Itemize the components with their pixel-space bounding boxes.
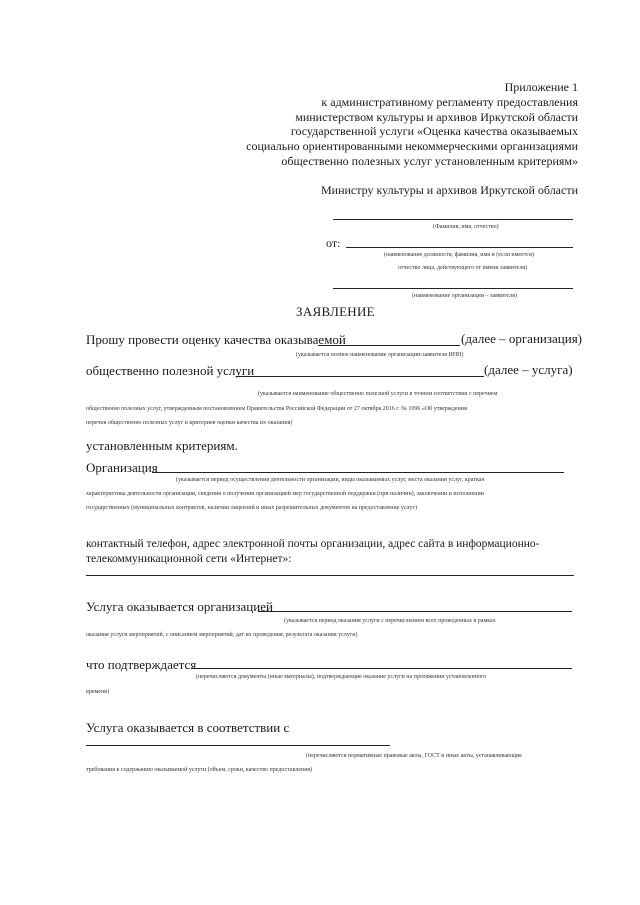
contacts-line	[86, 575, 574, 576]
service-name-hint: (указывается наименование общественно полезной услуги в точном соответствии с перечнем	[258, 391, 498, 397]
header-line: общественно полезных услуг установленным критериям»	[281, 153, 578, 168]
confirmed-line	[192, 668, 572, 669]
contacts-text: контактный телефон, адрес электронной почты организации, адрес сайта в информационно-	[86, 538, 540, 550]
compliance-hint: (перечисляются нормативные правовые акты, ГОСТ и иные акты, устанавливающие	[306, 753, 522, 759]
service-by-org-hint: (указывается период оказания услуги с перечислением всех проведенных в рамках	[284, 618, 496, 624]
header-line: Приложение 1	[504, 80, 578, 94]
from-line	[346, 247, 573, 248]
addressee-name-line	[333, 219, 573, 220]
confirmed-hint: (перечисляются документы (иные материалы), подтверждающие оказание услуги на протяжении установленного	[196, 674, 487, 680]
request-line2-start: общественно полезной услуги	[86, 363, 255, 378]
request-line1-start: Прошу провести оценку качества оказываемой	[86, 332, 346, 347]
confirmed-hint: времени)	[86, 689, 110, 695]
from-label: от:	[326, 236, 341, 250]
service-by-org-hint: оказания услуги мероприятий, с описанием мероприятий, дат их проведения, результата оказания услуги)	[86, 632, 358, 638]
header-line: государственной услуги «Оценка качества оказываемых	[290, 124, 578, 139]
organization-hint: характеристика деятельности организации, сведения о получении организацией мер государственной поддержки (при наличии), заключении и исполнении	[86, 491, 484, 497]
org-full-name-line	[318, 345, 460, 346]
org-full-name-hint: (указывается полное наименование организации-заявителя ИНН)	[296, 352, 464, 358]
confirmed-label: что подтверждается	[86, 657, 197, 672]
from-hint: отчество лица, действующего от имени заявителя)	[398, 265, 527, 271]
organization-label: Организация	[86, 460, 158, 475]
contacts-text: телекоммуникационной сети «Интернет»:	[86, 553, 292, 565]
addressee-title: Министру культуры и архивов Иркутской области	[321, 183, 578, 197]
document-title: ЗАЯВЛЕНИЕ	[296, 304, 375, 319]
org-name-line	[333, 288, 573, 289]
compliance-label: Услуга оказывается в соответствии с	[86, 720, 290, 735]
service-name-line	[236, 376, 484, 377]
request-line2-end: (далее – услуга)	[484, 362, 573, 377]
request-line1-end: (далее – организация)	[461, 331, 582, 346]
criteria-text: установленным критериям.	[86, 438, 238, 453]
service-name-hint: перечня общественно полезных услуг и критериев оценки качества их оказания)	[86, 420, 293, 426]
compliance-line	[86, 745, 390, 746]
addressee-name-hint: (Фамилия, имя, отчество)	[433, 224, 499, 230]
organization-hint: (указывается период осуществления деятельности организации, виды оказываемых услуг, места оказания услуг, краткая	[176, 477, 485, 483]
organization-line	[152, 472, 564, 473]
organization-hint: государственных (муниципальных контрактов, наличии лицензий и иных разрешительных документов на предоставление услуг)	[86, 505, 417, 511]
header-line: к административному регламенту предоставления	[321, 94, 578, 109]
header-line: министерством культуры и архивов Иркутской области	[295, 109, 578, 124]
from-hint: (наименование должности, фамилия, имя и (если имеется)	[384, 252, 534, 258]
appendix-header	[246, 80, 578, 169]
header-line: социально ориентированными некоммерческими организациями	[246, 139, 578, 154]
service-name-hint: общественно полезных услуг, утвержденным постановлением Правительства Российской Федерации от 27 октября 2016 г. № 1096 «Об утверждении	[86, 406, 468, 412]
compliance-hint: требования к содержанию оказываемой услуги (объем, сроки, качество предоставления)	[86, 767, 313, 773]
org-name-hint: (наименование организации – заявителя)	[412, 293, 517, 299]
service-by-org-label: Услуга оказывается организацией	[86, 599, 273, 614]
service-by-org-line	[258, 611, 572, 612]
